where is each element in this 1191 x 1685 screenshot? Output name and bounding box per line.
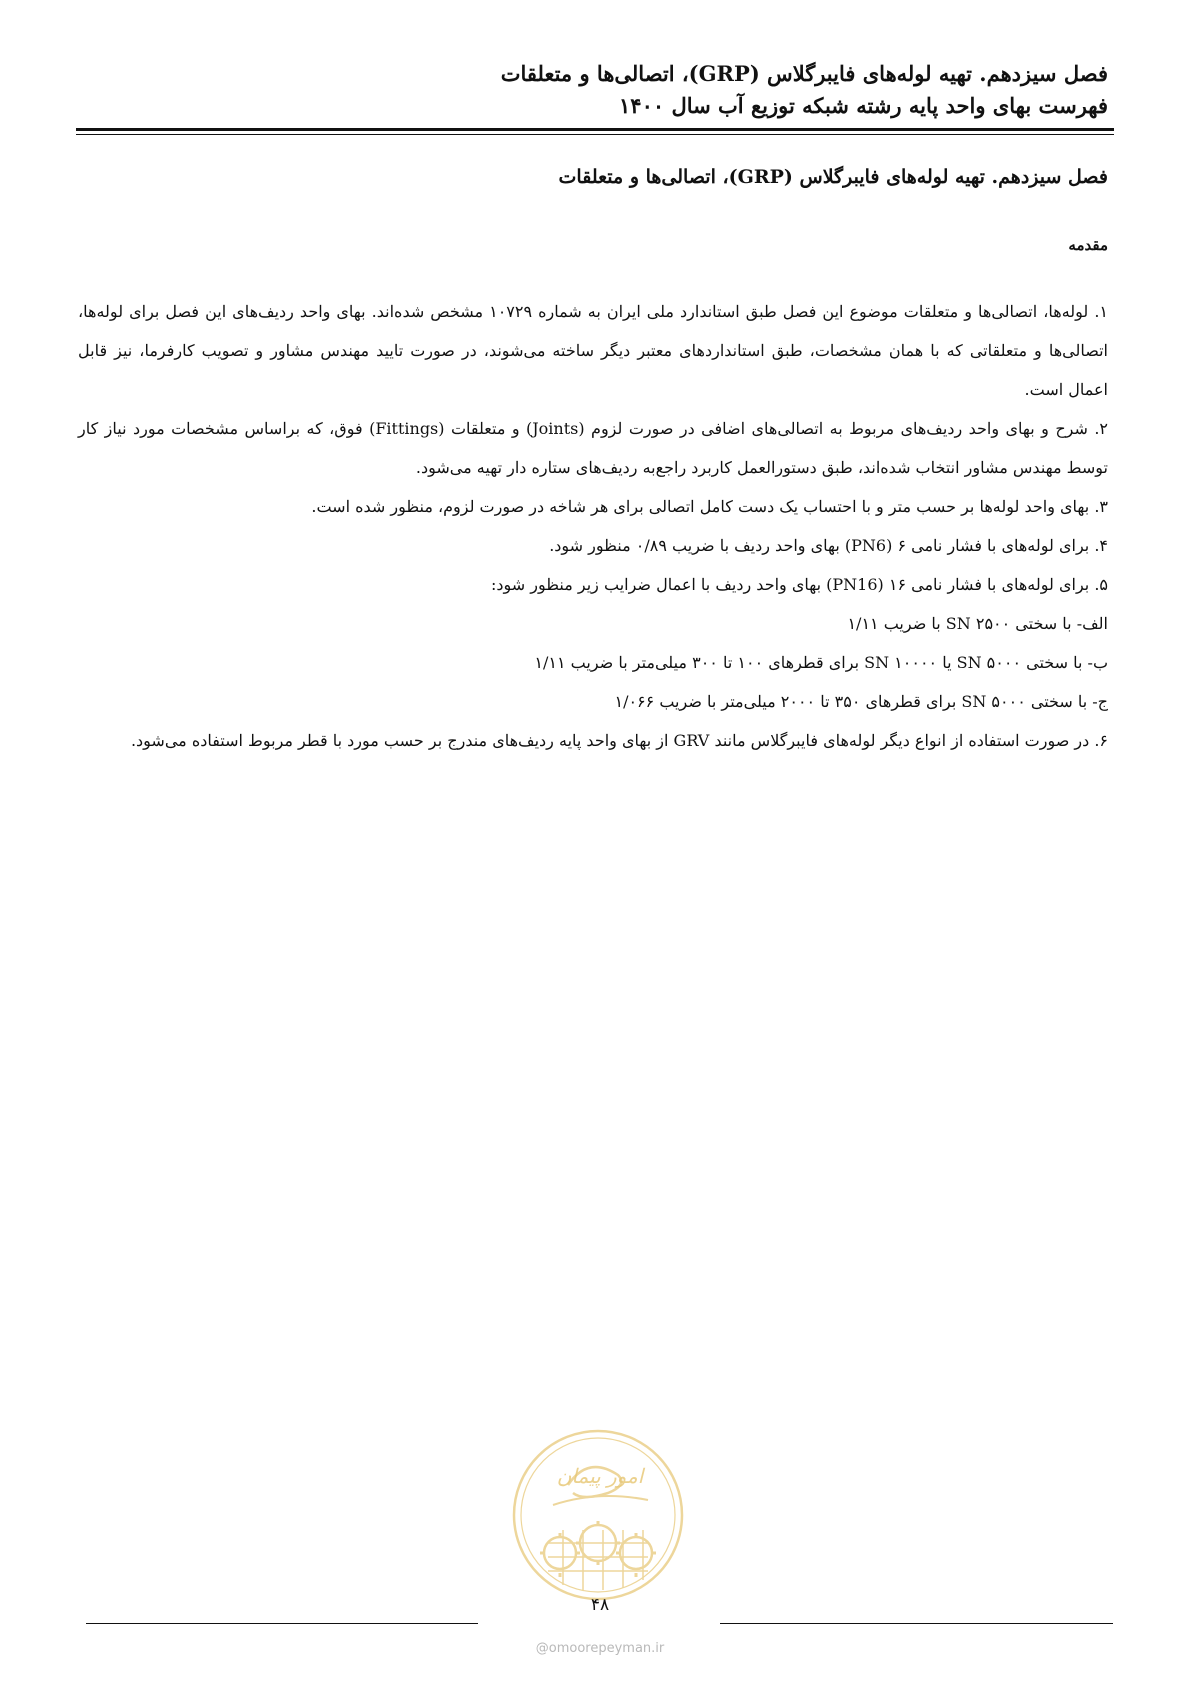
paragraph-5-item-b: ب- با سختی SN ۵۰۰۰ یا SN ۱۰۰۰۰ برای قطرهای ۱۰۰ تا ۳۰۰ میلی‌متر با ضریب ۱/۱۱ [534,653,1108,672]
site-url: @omoorepeyman.ir [535,1641,665,1656]
paragraph-5-item-c: ج- با سختی SN ۵۰۰۰ برای قطرهای ۳۵۰ تا ۲۰۰۰ میلی‌متر با ضریب ۱/۰۶۶ [614,692,1108,711]
paragraph-2: ۲. شرح و بهای واحد ردیف‌های مربوط به اتصالی‌های اضافی در صورت لزوم (Joints) و متعلقات (Fittings) فوق، که براساس مشخصات مورد نیاز کار توسط مهندس مشاور انتخاب شده‌اند، طبق دستورالعمل کاربرد راجع‌به ردیف‌های ستاره دار تهیه می‌شود. [78,419,1109,477]
introduction-heading: مقدمه [1068,236,1108,254]
paragraph-5-item-a: الف- با سختی SN ۲۵۰۰ با ضریب ۱/۱۱ [847,614,1108,633]
header-chapter-title: فصل سیزدهم. تهیه لوله‌های فایبرگلاس (GRP)، اتصالی‌ها و متعلقات [500,61,1108,86]
watermark-text: امور پیمان [556,1464,644,1488]
header-rule-thick [76,128,1114,131]
header-document-title: فهرست بهای واحد پایه رشته شبکه توزیع آب سال ۱۴۰۰ [619,93,1108,118]
footer-rule-left [86,1623,478,1624]
footer-rule-right [720,1623,1113,1624]
introduction-body [78,292,1108,760]
page-number: ۴۸ [590,1595,610,1615]
paragraph-4: ۴. برای لوله‌های با فشار نامی ۶ (PN6) بهای واحد ردیف با ضریب ۰/۸۹ منظور شود. [549,536,1108,555]
header-rule-thin [76,134,1114,135]
paragraph-6: ۶. در صورت استفاده از انواع دیگر لوله‌های فایبرگلاس مانند GRV از بهای واحد پایه ردیف‌های مندرج بر حسب مورد با قطر مربوط استفاده می‌شود. [130,731,1108,750]
section-title: فصل سیزدهم. تهیه لوله‌های فایبرگلاس (GRP)، اتصالی‌ها و متعلقات [558,166,1108,188]
paragraph-3: ۳. بهای واحد لوله‌ها بر حسب متر و با احتساب یک دست کامل اتصالی برای هر شاخه در صورت لزوم، منظور شده است. [311,497,1108,516]
paragraph-5: ۵. برای لوله‌های با فشار نامی ۱۶ (PN16) بهای واحد ردیف با اعمال ضرایب زیر منظور شود: [491,575,1108,594]
page-header [78,58,1108,122]
paragraph-1: ۱. لوله‌ها، اتصالی‌ها و متعلقات موضوع این فصل طبق استاندارد ملی ایران به شماره ۱۰۷۲۹ مشخص شده‌اند. بهای واحد ردیف‌های این فصل برای لوله‌ها، اتصالی‌ها و متعلقاتی که با همان مشخصات، طبق استانداردهای معتبر دیگر ساخته می‌شوند، در صورت تایید مهندس مشاور و تصویب کارفرما، نیز قابل اعمال است. [78,302,1109,399]
omoorepeyman-seal-icon [508,1425,688,1605]
